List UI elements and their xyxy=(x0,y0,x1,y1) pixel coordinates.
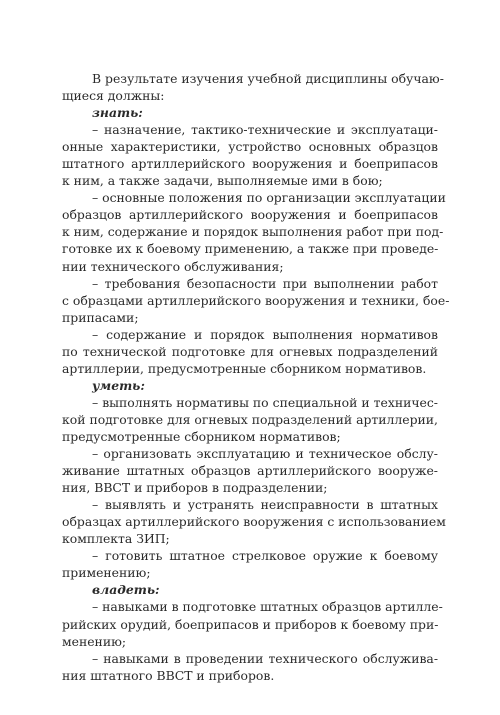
text-line: – навыками в подготовке штатных образцов артилле- xyxy=(92,599,443,615)
text-line: кой подготовке для огневых подразделений артиллерии, xyxy=(62,411,438,427)
text-line: образцах артиллерийского вооружения с использованием xyxy=(62,514,446,530)
text-line: щиеся должны: xyxy=(62,88,165,104)
text-line: – основные положения по организации эксплуатации xyxy=(92,190,446,206)
text-line: – назначение, тактико-технические и эксплуатаци- xyxy=(92,122,438,138)
document-body xyxy=(62,70,450,684)
text-line: ния штатного ВВСТ и приборов. xyxy=(62,667,275,683)
text-line: – выявлять и устранять неисправности в штатных xyxy=(92,497,438,513)
text-line: менению; xyxy=(62,633,127,649)
text-line: комплекта ЗИП; xyxy=(62,531,170,547)
text-line: штатного артиллерийского вооружения и боеприпасов xyxy=(62,156,438,172)
text-line: к ним, а также задачи, выполняемые ими в бою; xyxy=(62,173,383,189)
text-line: по технической подготовке для огневых подразделений xyxy=(62,343,438,359)
text-line: онные характеристики, устройство основных образцов xyxy=(62,139,438,155)
text-line: – содержание и порядок выполнения нормативов xyxy=(92,326,438,342)
text-line: образцов артиллерийского вооружения и боеприпасов xyxy=(62,207,438,223)
text-line: – навыками в проведении технического обслужива- xyxy=(92,650,438,666)
text-line: – организовать эксплуатацию и техническое обслу- xyxy=(92,446,438,462)
text-line: с образцами артиллерийского вооружения и техники, бое- xyxy=(62,292,450,308)
text-line: предусмотренные сборником нормативов; xyxy=(62,428,341,444)
text-line: готовке их к боевому применению, а также при проведе- xyxy=(62,241,439,257)
text-line: артиллерии, предусмотренные сборником нормативов. xyxy=(62,360,427,376)
text-line: – выполнять нормативы по специальной и техничес- xyxy=(92,394,438,410)
text-line: живание штатных образцов артиллерийского вооруже- xyxy=(62,463,438,479)
section-heading: знать: xyxy=(92,105,143,121)
text-line: нии технического обслуживания; xyxy=(62,258,284,274)
text-line: рийских орудий, боеприпасов и приборов к боевому при- xyxy=(62,616,439,632)
text-line: применению; xyxy=(62,565,151,581)
text-line: к ним, содержание и порядок выполнения работ при под- xyxy=(62,224,444,240)
text-line: В результате изучения учебной дисциплины обучаю- xyxy=(92,71,444,86)
text-line: – требования безопасности при выполнении работ xyxy=(92,275,438,291)
text-line: – готовить штатное стрелковое оружие к боевому xyxy=(92,548,438,564)
text-line: ния, ВВСТ и приборов в подразделении; xyxy=(62,480,328,496)
section-heading: владеть: xyxy=(92,582,160,598)
section-heading: уметь: xyxy=(92,377,145,393)
text-line: припасами; xyxy=(62,309,139,325)
